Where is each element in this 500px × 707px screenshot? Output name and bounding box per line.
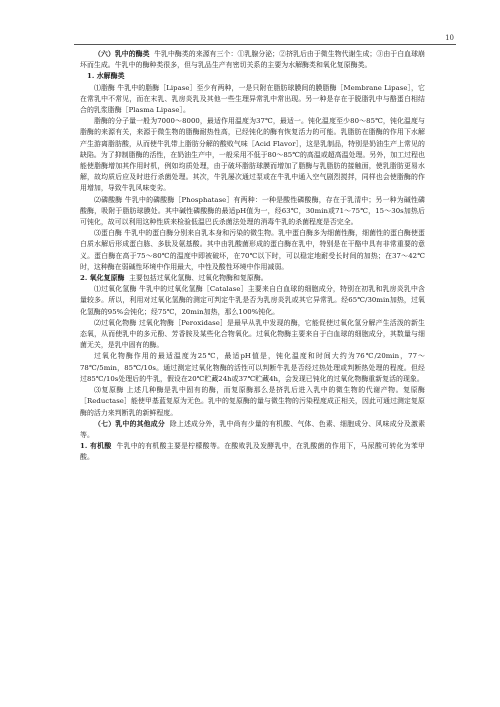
section-6-intro: 牛乳中酶类的来源有三个：①乳腺分泌；②挤乳后由于微生物代谢生成；③由于白血球崩坏而生成。牛乳中的酶种类很多，但与乳品生产有密切关系的主要为水解酶类和氧化复原酶类。 (80, 50, 425, 70)
subsection-oxidoreductase-title: 2. 氧化复原酶 (80, 274, 125, 283)
paragraph-catalase: ⑴过氧化氢酶 牛乳中的过氧化氢酶［Catalase］主要来自白血球的细胞成分，特别在初乳和乳房炎乳中含量较多。所以，利用对过氧化氢酶的测定可判定牛乳是否为乳房炎乳或其它异常乳。经65℃/30min加热，过氧化氢酶的95%会钝化；经75℃，20min加热，那么100%钝化。 (80, 285, 425, 316)
header-rule (74, 44, 456, 45)
subsection-oxidoreductase (80, 273, 425, 284)
section-7-heading: （七）乳中的其他成分 (94, 419, 165, 428)
section-7-paragraph (80, 419, 425, 441)
section-6-heading: （六）乳中的酶类 (94, 50, 150, 58)
subsection-organic-acid (80, 441, 425, 463)
subsection-organic-acid-title: 1. 有机酸 (80, 442, 112, 451)
paragraph-peroxidase-conditions: 过氧化物酶作用的最适温度为25℃，最适pH值是，钝化温度和时间大约为76℃/20min，77～78℃/5min，85℃/10s。通过测定过氧化物酶的活性可以判断牛乳是否经过热处理或判断热处理的程度。但经过85℃/10s处理后的牛乳，假设在20℃贮藏24h或37℃贮藏4h，会发现已钝化的过氧化物酶重新复活的现象。 (80, 352, 425, 383)
paragraph-protease: ⑶蛋白酶 牛乳中的蛋白酶分别来自乳本身和污染的微生物。乳中蛋白酶多为细菌性酶，细菌性的蛋白酶使蛋白质水解后形成蛋白胨、多肽及氨基酸。其中由乳酸菌形成的蛋白酶在乳中，特别是在干酪中具有非常重要的意义。蛋白酶在高于75～80℃的温度中即被破坏，在70℃以下时，可以稳定地耐受长时间的加热；在37～42℃时，这种酶在弱碱性环境中作用最大，中性及酸性环境中作用减弱。 (80, 229, 425, 271)
page-number: 10 (445, 34, 454, 42)
paragraph-peroxidase: ⑵过氧化物酶 过氧化物酶［Peroxidase］是最早从乳中发现的酶，它能促使过氧化氢分解产生活泼的新生态氧，从而使乳中的多元酚、芳香胺及某些化合物氧化。过氧化物酶主要来自于白血球的细胞成分，其数量与细菌无关，是乳中固有的酶。 (80, 318, 425, 350)
paragraph-phosphatase: ⑵磷酸酶 牛乳中的磷酸酶［Phosphatase］有两种：一种是酸性磷酸酶，存在于乳清中；另一种为碱性磷酸酶，吸附于脂肪球膜处。其中碱性磷酸酶的最适pH值为一，经63℃，30min或71～75℃，15～30s加热后可钝化，故可以利用这种性质来检验低温巴氏杀菌法处理的消毒牛乳的杀菌程度是否完全。 (80, 195, 425, 227)
paragraph-reductase: ⑶复原酶 上述几种酶是乳中固有的酶，而复原酶那么是挤乳后进入乳中的微生物的代谢产物。复原酶［Reductase］能使甲基蓝复原为无色。乳中的复原酶的量与微生物的污染程度成正相关，因此可通过测定复原酶的活力来判断乳的新鲜程度。 (80, 386, 425, 417)
paragraph-lipase: ⑴脂酶 牛乳中的脂酶［Lipase］至少有两种，一是只附在脂肪球膜间的膜脂酶［Membrane Lipase］，它在常乳中不常见，而在末乳、乳房炎乳及其他一些生理异常乳中常出现。另一种是存在于脱脂乳中与酪蛋白相结合的乳浆脂酶［Plasma Lipase］。 (80, 83, 425, 115)
subsection-organic-acid-text: 牛乳中的有机酸主要是柠檬酸等。在酸败乳及发酵乳中，在乳酸菌的作用下，马尿酸可转化为苯甲酸。 (80, 442, 425, 462)
subsection-hydrolase-title: 1. 水解酶类 (87, 72, 125, 81)
subsection-oxidoreductase-intro: 主要包括过氧化氢酶、过氧化物酶和复原酶。 (128, 274, 268, 283)
document-body (80, 49, 425, 464)
paragraph-lipase-properties: 脂酶的分子量一般为7000～8000，最适作用温度为37℃，最适一。钝化温度至少80～85℃，钝化温度与脂酶的来源有关，来源于微生物的脂酶耐热性高，已经钝化的酶有恢复活力的可能。乳脂肪在脂酶的作用下水解产生游离脂肪酸，从而使牛乳带上脂肪分解的酸败气味［Acid Flavor］，这是乳制品，特别是奶油生产上常见的缺陷。为了抑制脂酶的活性，在奶油生产中，一般采用不低于80～85℃的高温或超高温处理。另外，加工过程也能使脂酶增加其作用时机，例如均质处理，由于破坏脂肪球膜而增加了脂酶与乳脂肪的接触面，使乳脂肪更易水解，故均质后应及时进行杀菌处理。其次，牛乳屡次通过泵或在牛乳中通入空气剧烈搅拌，同样也会使脂酶的作用增加，导致牛乳风味变劣。 (80, 117, 425, 193)
section-6-paragraph (80, 49, 425, 71)
section-7-intro: 除上述成分外，乳中尚有少量的有机酸、气体、色素、细胞成分、风味成分及激素等。 (80, 419, 426, 439)
